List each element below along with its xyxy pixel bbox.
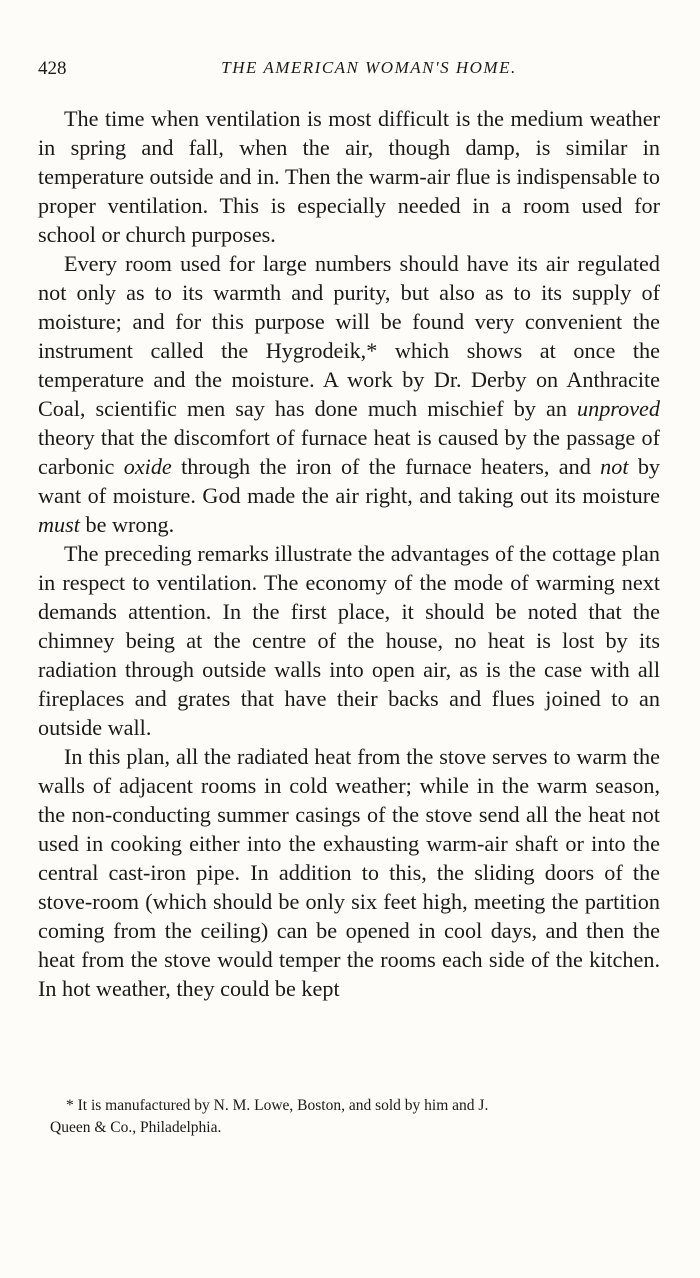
page-header [38,58,660,84]
paragraph [38,742,660,1003]
paragraph [38,249,660,539]
text-segment: The time when ventilation is most difficult is the medium weather in spring and fall, when the air, though damp, is similar in temperature outside and in. Then the warm-air flue is indispensable to proper ventilation. This is especially needed in a room used for school or church purposes. [38,106,660,247]
footnote-line-2: Queen & Co., Philadelphia. [50,1119,222,1136]
text-segment: by want of moisture. God made the air right, and taking out its moisture [38,454,661,508]
footnote-line-1: * It is manufactured by N. M. Lowe, Boston, and sold by him and J. [66,1097,489,1114]
text-segment: In this plan, all the radiated heat from the stove serves to warm the walls of adjacent rooms in cold weather; while in the warm season, the non-conducting summer casings of the stove send all the heat not used in cooking either into the exhausting warm-air shaft or into the central cast-iron pipe. In addition to this, the sliding doors of the stove-room (which should be only six feet high, meeting the partition coming from the ceiling) can be opened in cool days, and then the heat from the stove would temper the rooms each side of the kitchen. In hot weather, they could be kept [38,744,660,1001]
running-title: THE AMERICAN WOMAN'S HOME. [221,58,517,77]
text-segment: through the iron of the furnace heaters, and [171,454,601,479]
text-segment: be wrong. [79,512,175,537]
text-segment: The preceding remarks illustrate the advantages of the cottage plan in respect to ventilation. The economy of the mode of warming next demands attention. In the first place, it should be noted that the chimney being at the centre of the house, no heat is lost by its radiation through outside walls into open air, as is the case with all fireplaces and grates that have their backs and flues joined to an outside wall. [38,541,660,740]
footnote [50,1095,666,1139]
italic-text: must [38,512,80,537]
text-segment: Every room used for large numbers should have its air regulated not only as to its warmth and purity, but also as to its supply of moisture; and for this purpose will be found very convenient the instrument called the Hygrodeik,* which shows at once the temperature and the moisture. A work by Dr. Derby on Anthracite Coal, scientific men say has done much mischief by an [38,251,660,421]
italic-text: oxide [123,454,172,479]
paragraph [38,104,660,249]
text-segment: theory that the discomfort of furnace heat is caused by the passage of carbonic [38,425,660,479]
italic-text: not [600,454,629,479]
page-number: 428 [38,58,67,79]
paragraph [38,539,660,742]
italic-text: unproved [577,396,660,421]
body-text [38,104,660,1003]
